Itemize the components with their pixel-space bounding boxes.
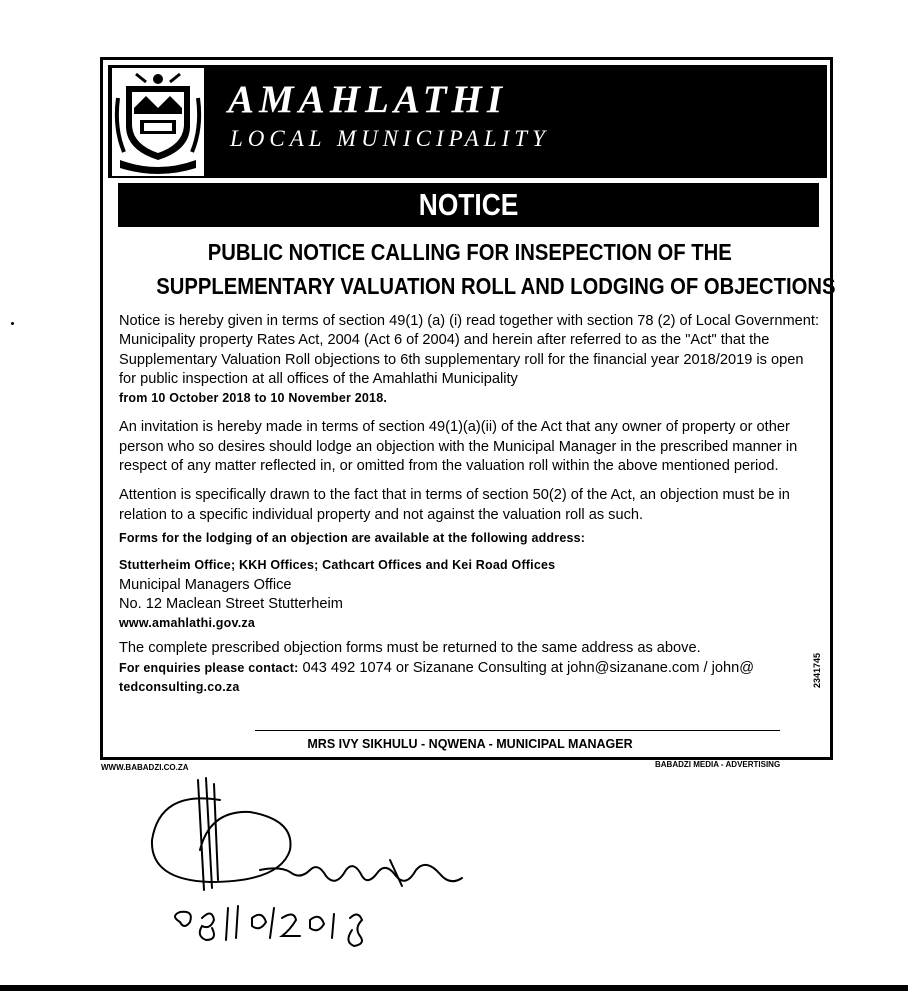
notice-title: NOTICE — [418, 187, 519, 222]
headline-line-1: PUBLIC NOTICE CALLING FOR INSEPECTION OF THE — [207, 239, 732, 265]
municipality-name: AMAHLATHI — [228, 78, 508, 121]
office-list: Stutterheim Office; KKH Offices; Cathcart Offices and Kei Road Offices — [119, 558, 556, 573]
website-link[interactable]: www.amahlathi.gov.za — [119, 616, 255, 631]
notice-title-bar — [118, 183, 819, 227]
municipal-manager-name: MRS IVY SIKHULU - NQWENA - MUNICIPAL MANAGER — [307, 737, 633, 751]
publisher-credit: BABADZI MEDIA - ADVERTISING — [655, 760, 781, 769]
paragraph-invitation: An invitation is hereby made in terms of section 49(1)(a)(ii) of the Act that any owner of property or other person who so desires should lodge an objection with the Municipal Manager in the prescribed manner in respect of any matter reflected in, or omitted from the valuation roll within the above mentioned period. — [119, 419, 798, 475]
municipality-subtitle: LOCAL MUNICIPALITY — [230, 126, 550, 151]
enquiries-email-tail: tedconsulting.co.za — [119, 680, 240, 695]
publisher-website: WWW.BABADZI.CO.ZA — [101, 763, 189, 772]
return-note: The complete prescribed objection forms must be returned to the same address as above. — [119, 640, 701, 657]
footer-divider — [255, 730, 780, 731]
paragraph-attention: Attention is specifically drawn to the fact that in terms of section 50(2) of the Act, an objection must be in relation to a specific individual property and not against the valuation roll as such. — [119, 487, 790, 523]
reference-code: 2341745 — [812, 652, 822, 688]
enquiries-label: For enquiries please contact: — [119, 660, 299, 675]
enquiries-detail: 043 492 1074 or Sizanane Consulting at john@sizanane.com / john@ — [302, 659, 755, 676]
address-line-2: No. 12 Maclean Street Stutterheim — [119, 595, 343, 612]
headline-line-2: SUPPLEMENTARY VALUATION ROLL AND LODGING OF OBJECTIONS — [156, 273, 836, 299]
handwritten-signature — [140, 770, 470, 965]
address-line-1: Municipal Managers Office — [119, 576, 292, 593]
inspection-dates: from 10 October 2018 to 10 November 2018. — [119, 391, 388, 406]
stray-dot — [11, 322, 14, 325]
forms-heading: Forms for the lodging of an objection are available at the following address: — [119, 530, 586, 545]
notice-body — [119, 312, 823, 697]
paragraph-inspection: Notice is hereby given in terms of section 49(1) (a) (i) read together with section 78 (2) of Local Government: Municipality property Rates Act, 2004 (Act 6 of 2004) and herein after referred to as the "Act" that the Supplementary Valuation Roll objections to 6th supplementary roll for the financial year 2018/2019 is open for public inspection at all offices of the Amahlathi Municipality from 10 October 2018 to 10 November 2018. — [119, 313, 820, 406]
enquiries-line — [119, 659, 823, 678]
municipal-crest-logo — [112, 68, 204, 176]
page-bottom-edge — [0, 985, 908, 991]
